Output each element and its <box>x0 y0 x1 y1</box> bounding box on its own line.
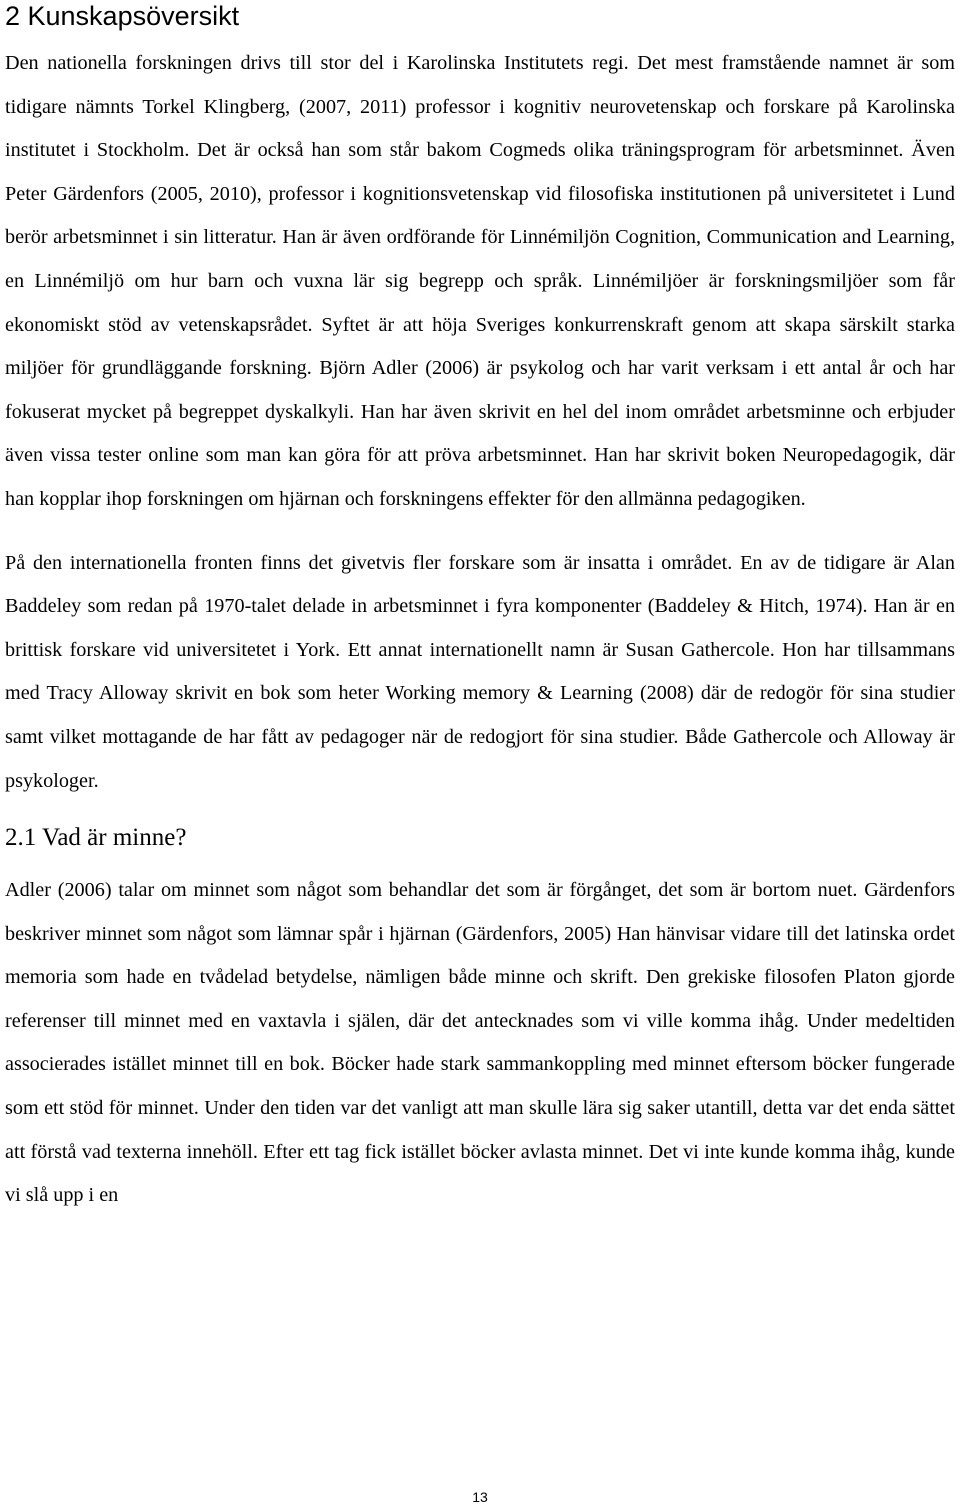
document-page <box>5 0 955 1218</box>
section-heading: 2 Kunskapsöversikt <box>5 1 240 31</box>
page-number: 13 <box>472 1489 488 1505</box>
body-paragraph: På den internationella fronten finns det givetvis fler forskare som är insatta i området. En av de tidigare är Alan Baddeley som redan på 1970-talet delade in arbetsminnet i fyra komponenter (Baddeley & Hitch, 1974). Han är en brittisk forskare vid universitetet i York. Ett annat internationellt namn är Susan Gathercole. Hon har tillsammans med Tracy Alloway skrivit en bok som heter Working memory & Learning (2008) där de redogör för sina studier samt vilket mottagande de har fått av pedagoger när de redogjort för sina studier. Både Gathercole och Alloway är psykologer. <box>5 551 955 792</box>
subsection-heading: 2.1 Vad är minne? <box>5 824 187 852</box>
body-paragraph: Den nationella forskningen drivs till stor del i Karolinska Institutets regi. Det mest framstående namnet är som tidigare nämnts Torkel Klingberg, (2007, 2011) professor i kognitiv neurovetenskap och forskare på Karolinska institutet i Stockholm. Det är också han som står bakom Cogmeds olika träningsprogram för arbetsminnet. Även Peter Gärdenfors (2005, 2010), professor i kognitionsvetenskap vid filosofiska institutionen på universitetet i Lund berör arbetsminnet i sin litteratur. Han är även ordförande för Linnémiljön Cognition, Communication and Learning, en Linnémiljö om hur barn och vuxna lär sig begrepp och språk. Linnémiljöer är forskningsmiljöer som får ekonomiskt stöd av vetenskapsrådet. Syftet är att höja Sveriges konkurrenskraft genom att skapa särskilt starka miljöer för grundläggande forskning. Björn Adler (2006) är psykolog och har varit verksam i ett antal år och har fokuserat mycket på begreppet dyskalkyli. Han har även skrivit en hel del inom området arbetsminne och erbjuder även vissa tester online som man kan göra för att pröva arbetsminnet. Han har skrivit boken Neuropedagogik, där han kopplar ihop forskningen om hjärnan och forskningens effekter för den allmänna pedagogiken. <box>5 52 955 510</box>
body-paragraph: Adler (2006) talar om minnet som något som behandlar det som är förgånget, det som är bortom nuet. Gärdenfors beskriver minnet som något som lämnar spår i hjärnan (Gärdenfors, 2005) Han hänvisar vidare till det latinska ordet memoria som hade en tvådelad betydelse, nämligen både minne och skrift. Den grekiske filosofen Platon gjorde referenser till minnet med en vaxtavla i själen, där det antecknades som vi ville komma ihåg. Under medeltiden associerades istället minnet till en bok. Böcker hade stark sammankoppling med minnet eftersom böcker fungerade som ett stöd för minnet. Under den tiden var det vanligt att man skulle lära sig saker utantill, detta var det enda sättet att förstå vad texterna innehöll. Efter ett tag fick istället böcker avlasta minnet. Det vi inte kunde komma ihåg, kunde vi slå upp i en <box>5 879 955 1207</box>
